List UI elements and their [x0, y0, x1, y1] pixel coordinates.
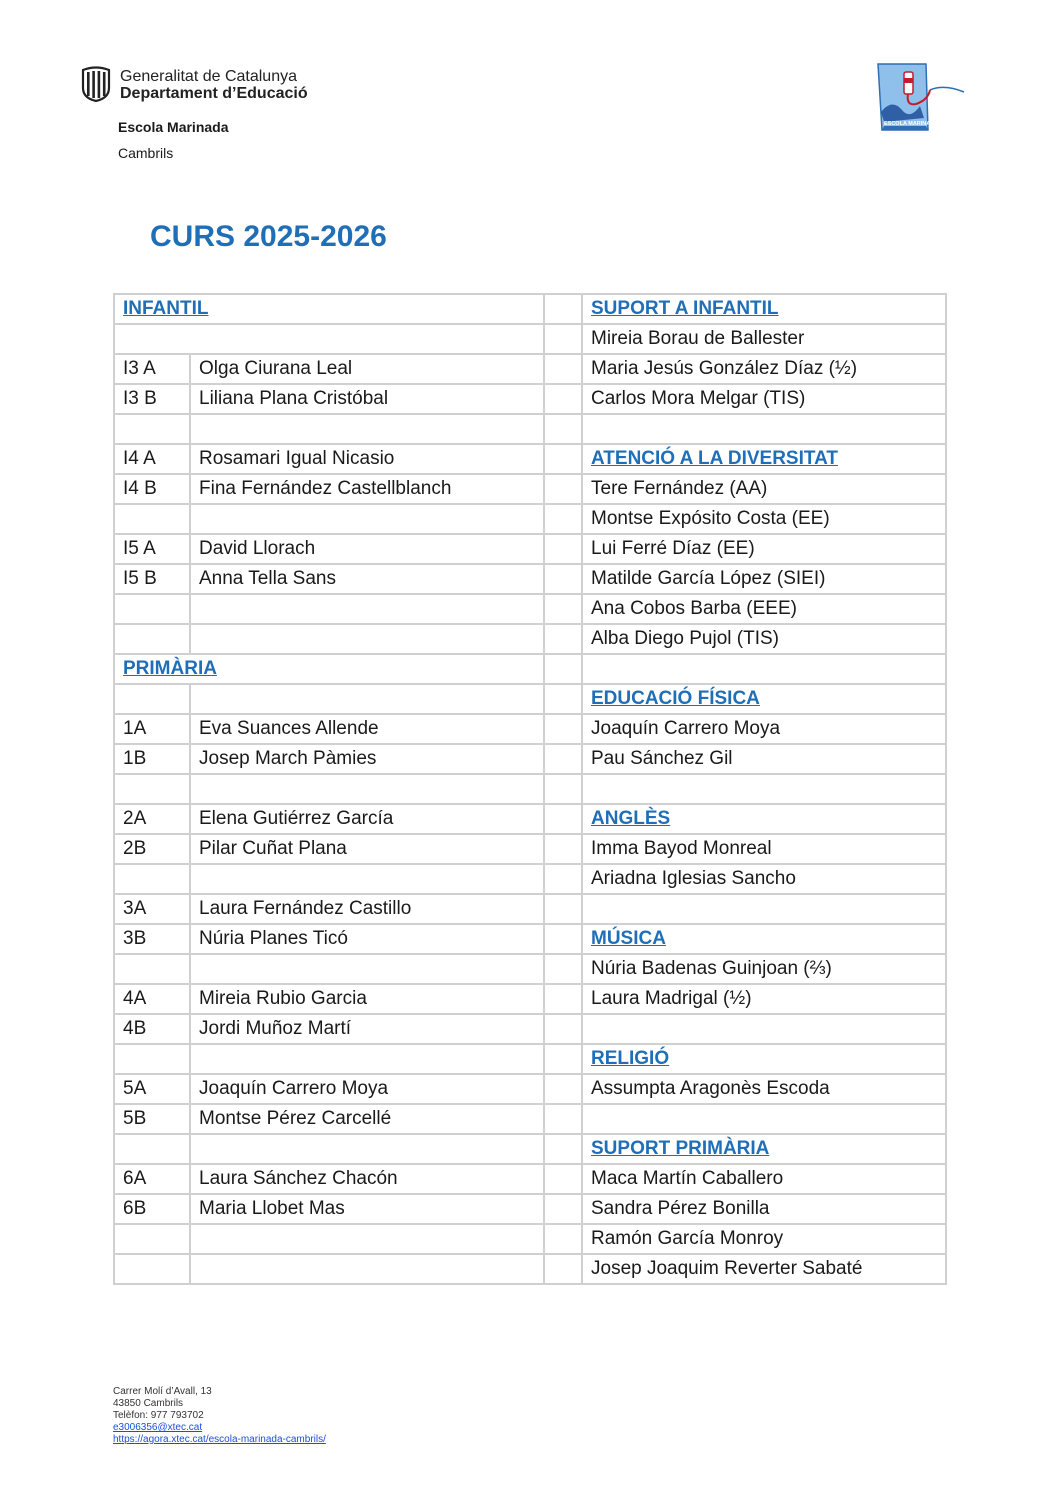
- support-name-cell: Montse Expósito Costa (EE): [582, 504, 946, 534]
- table-row: [114, 1254, 946, 1284]
- support-name-cell: Assumpta Aragonès Escoda: [582, 1074, 946, 1104]
- table-row: [114, 1074, 946, 1104]
- table-row: [114, 294, 946, 324]
- school-logo-icon: [868, 60, 968, 134]
- teacher-name-cell: Laura Sánchez Chacón: [190, 1164, 544, 1194]
- class-group-cell: 5B: [114, 1104, 190, 1134]
- table-row: [114, 1014, 946, 1044]
- footer-phone: Telèfon: 977 793702: [113, 1410, 204, 1421]
- teacher-name-cell: Montse Pérez Carcellé: [190, 1104, 544, 1134]
- footer-email-link[interactable]: e3006356@xtec.cat: [113, 1422, 203, 1433]
- table-row: [114, 624, 946, 654]
- support-name-cell: Ariadna Iglesias Sancho: [582, 864, 946, 894]
- spacer-cell: [544, 654, 582, 684]
- government-line-1: Generalitat de Catalunya: [120, 68, 297, 85]
- spacer-cell: [544, 684, 582, 714]
- class-group-cell: 5A: [114, 1074, 190, 1104]
- teacher-name-cell: [190, 954, 544, 984]
- support-name-cell: Alba Diego Pujol (TIS): [582, 624, 946, 654]
- support-name-cell: Pau Sánchez Gil: [582, 744, 946, 774]
- spacer-cell: [544, 624, 582, 654]
- table-row: [114, 324, 946, 354]
- support-name-cell: [582, 654, 946, 684]
- section-heading-right[interactable]: ATENCIÓ A LA DIVERSITAT: [582, 444, 946, 474]
- support-name-cell: Laura Madrigal (½): [582, 984, 946, 1014]
- class-group-cell: [114, 414, 190, 444]
- class-group-cell: [114, 954, 190, 984]
- support-name-cell: [582, 774, 946, 804]
- spacer-cell: [544, 804, 582, 834]
- spacer-cell: [544, 474, 582, 504]
- teacher-name-cell: [190, 1254, 544, 1284]
- class-group-cell: [114, 594, 190, 624]
- teacher-name-cell: Fina Fernández Castellblanch: [190, 474, 544, 504]
- staff-table: [113, 293, 947, 1285]
- table-row: [114, 414, 946, 444]
- spacer-cell: [544, 984, 582, 1014]
- table-row: [114, 894, 946, 924]
- spacer-cell: [544, 954, 582, 984]
- teacher-name-cell: [190, 594, 544, 624]
- teacher-name-cell: [190, 864, 544, 894]
- spacer-cell: [544, 714, 582, 744]
- spacer-cell: [544, 1074, 582, 1104]
- class-group-cell: [114, 774, 190, 804]
- support-name-cell: Sandra Pérez Bonilla: [582, 1194, 946, 1224]
- table-row: [114, 954, 946, 984]
- table-row: [114, 504, 946, 534]
- section-heading-right[interactable]: ANGLÈS: [582, 804, 946, 834]
- support-name-cell: Ramón García Monroy: [582, 1224, 946, 1254]
- class-group-cell: 1A: [114, 714, 190, 744]
- table-row: [114, 1134, 946, 1164]
- spacer-cell: [544, 294, 582, 324]
- generalitat-emblem-icon: [80, 66, 112, 102]
- class-group-cell: I4 A: [114, 444, 190, 474]
- table-row: [114, 834, 946, 864]
- class-group-cell: [114, 1044, 190, 1074]
- spacer-cell: [544, 864, 582, 894]
- school-name: Escola Marinada: [118, 119, 229, 135]
- support-name-cell: [582, 414, 946, 444]
- teacher-name-cell: Laura Fernández Castillo: [190, 894, 544, 924]
- support-name-cell: Mireia Borau de Ballester: [582, 324, 946, 354]
- teacher-name-cell: Josep March Pàmies: [190, 744, 544, 774]
- table-row: [114, 774, 946, 804]
- support-name-cell: Maria Jesús González Díaz (½): [582, 354, 946, 384]
- section-heading-right[interactable]: SUPORT A INFANTIL: [582, 294, 946, 324]
- page-footer: [113, 1386, 326, 1446]
- spacer-cell: [544, 1254, 582, 1284]
- support-name-cell: Lui Ferré Díaz (EE): [582, 534, 946, 564]
- class-group-cell: 4A: [114, 984, 190, 1014]
- class-group-cell: 6B: [114, 1194, 190, 1224]
- footer-postal: 43850 Cambrils: [113, 1398, 184, 1409]
- teacher-name-cell: [190, 774, 544, 804]
- teacher-name-cell: Olga Ciurana Leal: [190, 354, 544, 384]
- table-row: [114, 924, 946, 954]
- section-heading-right[interactable]: MÚSICA: [582, 924, 946, 954]
- teacher-name-cell: Eva Suances Allende: [190, 714, 544, 744]
- teacher-name-cell: [190, 684, 544, 714]
- table-row: [114, 744, 946, 774]
- school-city: Cambrils: [118, 145, 174, 161]
- spacer-cell: [544, 1014, 582, 1044]
- spacer-cell: [544, 324, 582, 354]
- teacher-name-cell: [190, 1134, 544, 1164]
- class-group-cell: [114, 504, 190, 534]
- spacer-cell: [544, 1044, 582, 1074]
- page-title: CURS 2025-2026: [150, 220, 387, 253]
- table-row: [114, 1194, 946, 1224]
- spacer-cell: [544, 924, 582, 954]
- teacher-name-cell: Joaquín Carrero Moya: [190, 1074, 544, 1104]
- class-group-cell: I4 B: [114, 474, 190, 504]
- section-heading-right[interactable]: RELIGIÓ: [582, 1044, 946, 1074]
- section-heading-left[interactable]: PRIMÀRIA: [114, 654, 544, 684]
- table-cell: [114, 324, 544, 354]
- class-group-cell: 4B: [114, 1014, 190, 1044]
- support-name-cell: Carlos Mora Melgar (TIS): [582, 384, 946, 414]
- support-name-cell: Matilde García López (SIEI): [582, 564, 946, 594]
- support-name-cell: Imma Bayod Monreal: [582, 834, 946, 864]
- table-row: [114, 654, 946, 684]
- spacer-cell: [544, 354, 582, 384]
- section-heading-right[interactable]: EDUCACIÓ FÍSICA: [582, 684, 946, 714]
- teacher-name-cell: Núria Planes Ticó: [190, 924, 544, 954]
- teacher-name-cell: Liliana Plana Cristóbal: [190, 384, 544, 414]
- class-group-cell: 2A: [114, 804, 190, 834]
- table-row: [114, 684, 946, 714]
- table-row: [114, 1224, 946, 1254]
- table-row: [114, 714, 946, 744]
- support-name-cell: Maca Martín Caballero: [582, 1164, 946, 1194]
- table-row: [114, 594, 946, 624]
- support-name-cell: Núria Badenas Guinjoan (⅔): [582, 954, 946, 984]
- section-heading-left[interactable]: INFANTIL: [114, 294, 544, 324]
- table-row: [114, 984, 946, 1014]
- spacer-cell: [544, 1224, 582, 1254]
- support-name-cell: [582, 1014, 946, 1044]
- spacer-cell: [544, 534, 582, 564]
- spacer-cell: [544, 444, 582, 474]
- class-group-cell: [114, 684, 190, 714]
- spacer-cell: [544, 834, 582, 864]
- teacher-name-cell: [190, 1044, 544, 1074]
- teacher-name-cell: [190, 414, 544, 444]
- spacer-cell: [544, 414, 582, 444]
- support-name-cell: Joaquín Carrero Moya: [582, 714, 946, 744]
- class-group-cell: 3B: [114, 924, 190, 954]
- spacer-cell: [544, 594, 582, 624]
- table-row: [114, 384, 946, 414]
- teacher-name-cell: Jordi Muñoz Martí: [190, 1014, 544, 1044]
- spacer-cell: [544, 1164, 582, 1194]
- teacher-name-cell: Elena Gutiérrez García: [190, 804, 544, 834]
- table-row: [114, 474, 946, 504]
- spacer-cell: [544, 1194, 582, 1224]
- spacer-cell: [544, 1134, 582, 1164]
- class-group-cell: 1B: [114, 744, 190, 774]
- teacher-name-cell: Anna Tella Sans: [190, 564, 544, 594]
- staff-table-body: [114, 294, 946, 1284]
- spacer-cell: [544, 1104, 582, 1134]
- school-logo-text: ESCOLA MARINADA: [884, 121, 939, 127]
- footer-web-link[interactable]: https://agora.xtec.cat/escola-marinada-cambrils/: [113, 1434, 326, 1445]
- class-group-cell: [114, 1254, 190, 1284]
- teacher-name-cell: [190, 624, 544, 654]
- table-row: [114, 864, 946, 894]
- table-row: [114, 1104, 946, 1134]
- class-group-cell: [114, 1134, 190, 1164]
- section-heading-right[interactable]: SUPORT PRIMÀRIA: [582, 1134, 946, 1164]
- table-row: [114, 534, 946, 564]
- spacer-cell: [544, 564, 582, 594]
- government-name: [120, 68, 308, 102]
- class-group-cell: 6A: [114, 1164, 190, 1194]
- spacer-cell: [544, 774, 582, 804]
- teacher-name-cell: David Llorach: [190, 534, 544, 564]
- teacher-name-cell: Rosamari Igual Nicasio: [190, 444, 544, 474]
- table-row: [114, 354, 946, 384]
- teacher-name-cell: [190, 504, 544, 534]
- class-group-cell: [114, 624, 190, 654]
- table-row: [114, 1044, 946, 1074]
- government-line-2: Departament d’Educació: [120, 85, 308, 102]
- page-header: [0, 0, 1060, 200]
- spacer-cell: [544, 384, 582, 414]
- class-group-cell: 2B: [114, 834, 190, 864]
- class-group-cell: I3 A: [114, 354, 190, 384]
- class-group-cell: I5 A: [114, 534, 190, 564]
- support-name-cell: Ana Cobos Barba (EEE): [582, 594, 946, 624]
- class-group-cell: [114, 1224, 190, 1254]
- table-row: [114, 1164, 946, 1194]
- table-row: [114, 564, 946, 594]
- class-group-cell: I5 B: [114, 564, 190, 594]
- teacher-name-cell: Maria Llobet Mas: [190, 1194, 544, 1224]
- class-group-cell: I3 B: [114, 384, 190, 414]
- support-name-cell: Tere Fernández (AA): [582, 474, 946, 504]
- footer-address: Carrer Molí d’Avall, 13: [113, 1386, 212, 1397]
- teacher-name-cell: [190, 1224, 544, 1254]
- support-name-cell: [582, 1104, 946, 1134]
- teacher-name-cell: Mireia Rubio Garcia: [190, 984, 544, 1014]
- spacer-cell: [544, 894, 582, 924]
- support-name-cell: Josep Joaquim Reverter Sabaté: [582, 1254, 946, 1284]
- table-row: [114, 804, 946, 834]
- class-group-cell: 3A: [114, 894, 190, 924]
- table-row: [114, 444, 946, 474]
- spacer-cell: [544, 744, 582, 774]
- support-name-cell: [582, 894, 946, 924]
- class-group-cell: [114, 864, 190, 894]
- spacer-cell: [544, 504, 582, 534]
- teacher-name-cell: Pilar Cuñat Plana: [190, 834, 544, 864]
